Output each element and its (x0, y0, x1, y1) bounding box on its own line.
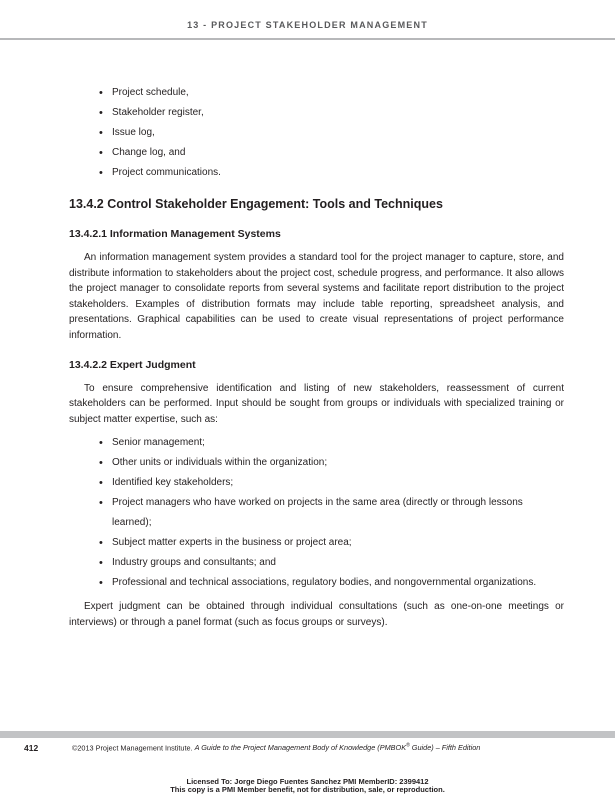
expert-judgment-closing: Expert judgment can be obtained through individual consultations (such as one-on-one meetings or interviews) or through a panel format (such as focus groups or surveys). (69, 601, 564, 628)
list-item: • Industry groups and consultants; and (69, 553, 564, 573)
list-item: • Identified key stakeholders; (69, 473, 564, 493)
list-item: • Professional and technical associations, regulatory bodies, and nongovernmental organizations. (69, 573, 564, 593)
page-content (69, 83, 564, 631)
list-item: • Project managers who have worked on projects in the same area (directly or through lessons learned); (69, 493, 564, 533)
running-header: 13 - PROJECT STAKEHOLDER MANAGEMENT (187, 20, 428, 30)
page-number: 412 (24, 743, 39, 753)
list-item: • Issue log, (69, 123, 564, 143)
copyright-prefix: ©2013 Project Management Institute. (72, 743, 195, 753)
header-rule (0, 38, 615, 40)
license-line-2: This copy is a PMI Member benefit, not for distribution, sale, or reproduction. (170, 785, 445, 794)
guide-suffix: Guide) – Fifth Edition (409, 743, 481, 753)
copyright-note (72, 743, 480, 752)
expert-judgment-intro: To ensure comprehensive identification and listing of new stakeholders, reassessment of current stakeholders can be performed. Input should be sought from groups or individuals with specialized training or subject matter expertise, such as: (69, 382, 564, 425)
list-item: • Stakeholder register, (69, 103, 564, 123)
registered-mark: ® (406, 743, 410, 749)
subsection-heading-expert-judgment: 13.4.2.2 Expert Judgment (69, 358, 196, 371)
list-item: • Project schedule, (69, 83, 564, 103)
list-item: • Project communications. (69, 163, 564, 183)
list-item: • Change log, and (69, 143, 564, 163)
list-item: • Other units or individuals within the organization; (69, 453, 564, 473)
list-item: • Subject matter experts in the business or project area; (69, 533, 564, 553)
section-heading: 13.4.2 Control Stakeholder Engagement: Tools and Techniques (69, 197, 443, 211)
subsection-heading-info-systems: 13.4.2.1 Information Management Systems (69, 228, 281, 240)
info-systems-paragraph: An information management system provides a standard tool for the project manager to capture, store, and distribute information to stakeholders about the project cost, schedule progress, and performance. It also allows the project manager to consolidate reports from several systems and facilitate report distribution to the project stakeholders. Examples of distribution formats may include table reporting, spreadsheet analysis, and presentations. Graphical capabilities can be used to create visual representations of project performance information. (69, 252, 564, 341)
license-line-1: Licensed To: Jorge Diego Fuentes Sanchez PMI MemberID: 2399412 (186, 777, 429, 786)
intro-bullet-list (69, 83, 564, 183)
list-item: • Senior management; (69, 433, 564, 453)
expert-bullet-list (69, 433, 564, 593)
footer-band (0, 731, 615, 738)
guide-title: A Guide to the Project Management Body of Knowledge (PMBOK (194, 743, 407, 753)
